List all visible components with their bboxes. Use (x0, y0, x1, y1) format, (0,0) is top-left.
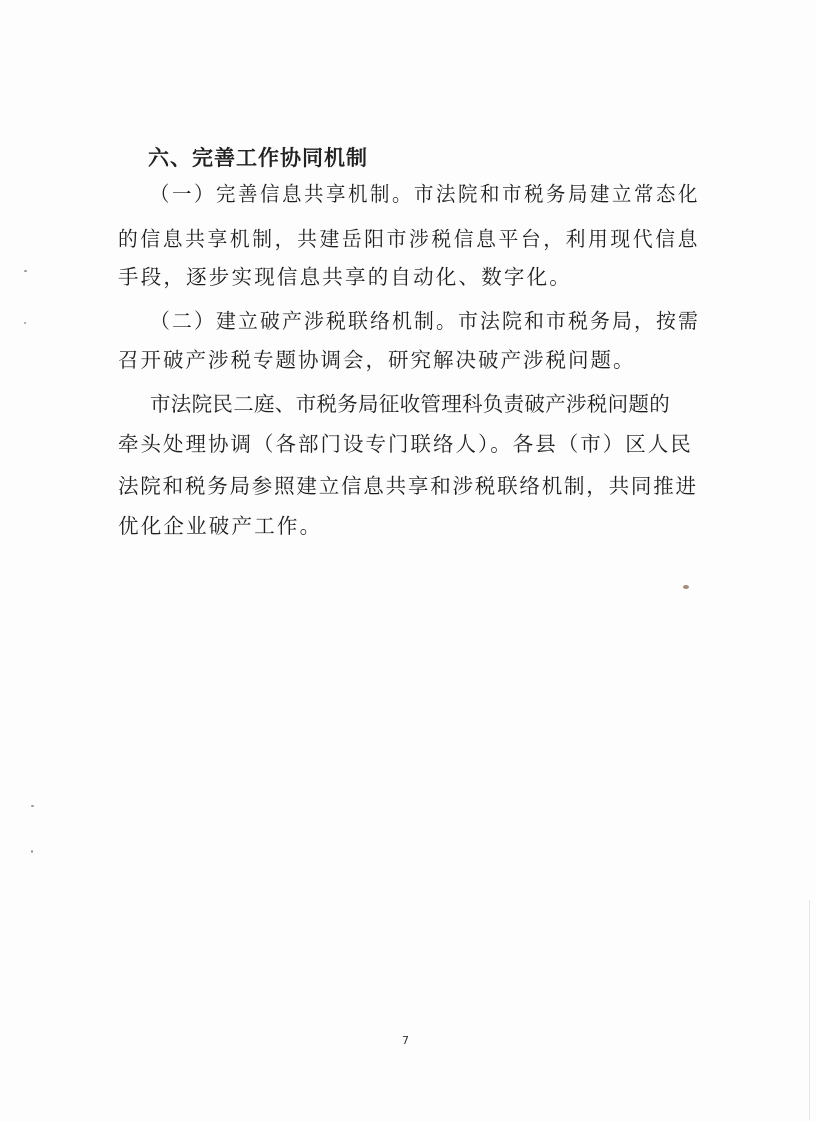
paragraph-3-line-2: 牵头处理协调（各部门设专门联络人）。各县（市）区人民 (118, 432, 693, 456)
paragraph-3-line-3: 法院和税务局参照建立信息共享和涉税联络机制，共同推进 (118, 474, 698, 498)
paragraph-3-line-4: 优化企业破产工作。 (118, 514, 323, 538)
scan-speck (24, 322, 26, 324)
paragraph-1-line-2: 的信息共享机制，共建岳阳市涉税信息平台，利用现代信息 (118, 227, 700, 251)
scan-speck (24, 270, 27, 272)
section-heading: 六、完善工作协同机制 (148, 146, 368, 170)
scan-speck (31, 805, 34, 807)
paragraph-1-line-3: 手段，逐步实现信息共享的自动化、数字化。 (118, 265, 572, 289)
scan-speck (683, 585, 689, 589)
paragraph-1-line-1: （一）完善信息共享机制。市法院和市税务局建立常态化 (150, 182, 701, 206)
page-number: 7 (402, 1034, 409, 1047)
paragraph-3-line-1: 市法院民二庭、市税务局征收管理科负责破产涉税问题的 (150, 392, 670, 416)
scan-speck (31, 850, 33, 853)
paragraph-2-line-2: 召开破产涉税专题协调会，研究解决破产涉税问题。 (118, 348, 636, 372)
paragraph-2-line-1: （二）建立破产涉税联络机制。市法院和市税务局，按需 (150, 309, 701, 333)
scan-edge-line (809, 900, 810, 1120)
